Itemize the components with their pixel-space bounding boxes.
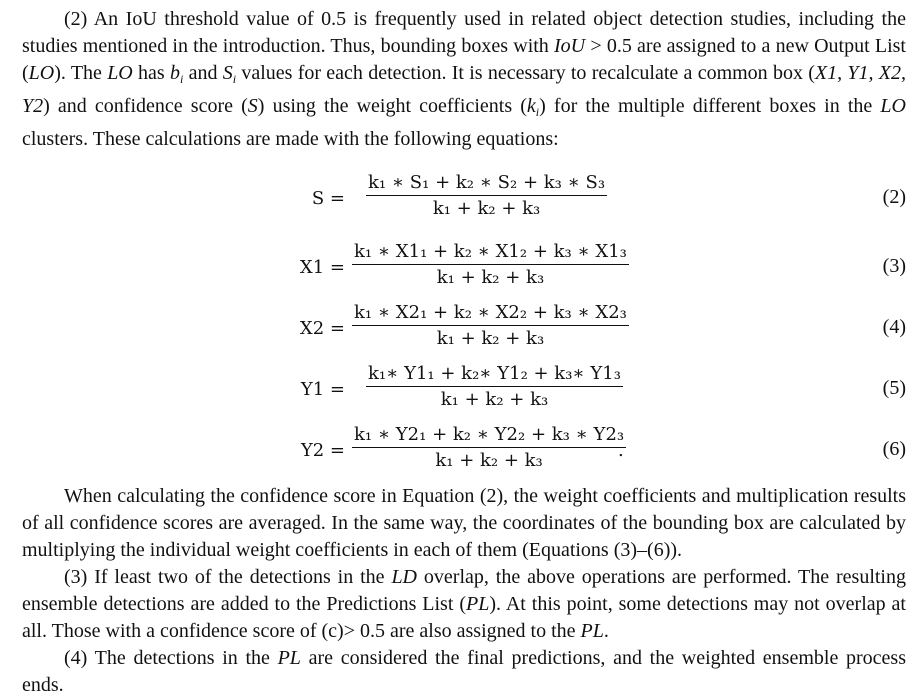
paragraph-step-2: (2) An IoU threshold value of 0.5 is frequently used in related object detection studies, including the studies mentioned in the introduction. Thus, bounding boxes with IoU > 0.5 are assigned to a new Output List (LO). The LO has $b_i$ and $S_i$ values for each detection. It is necessary to recalculate a common box (X1, Y1, X2, Y2) and confidence score (S) using the weight coefficients $(k_i)$ for the multiple different boxes in the LO clusters. These calculations are made with the following equations: bbox=[22, 8, 906, 150]
equation-lhs: Y2 = bbox=[300, 440, 345, 461]
equation-fraction bbox=[352, 302, 629, 349]
equation-numerator: k₁ ∗ S₁ + k₂ ∗ S₂ + k₃ ∗ S₃ bbox=[368, 172, 606, 193]
equation-number: (3) bbox=[882, 255, 906, 277]
equation-numerator: k₁ ∗ X1₁ + k₂ ∗ X1₂ + k₃ ∗ X1₃ bbox=[354, 241, 627, 262]
equation-number: (4) bbox=[882, 316, 906, 338]
equation-lhs: Y1 = bbox=[300, 379, 345, 400]
fraction-bar bbox=[366, 195, 607, 196]
equation-lhs: X2 = bbox=[299, 318, 345, 339]
equation-numerator: k₁ ∗ Y2₁ + k₂ ∗ Y2₂ + k₃ ∗ Y2₃ bbox=[354, 424, 625, 445]
equation-lhs: S = bbox=[311, 188, 345, 209]
equation-numerator: k₁ ∗ X2₁ + k₂ ∗ X2₂ + k₃ ∗ X2₃ bbox=[354, 302, 627, 323]
equation-fraction bbox=[352, 241, 629, 288]
equation-fraction bbox=[352, 424, 626, 471]
equation-denominator: k₁ + k₂ + k₃ bbox=[436, 267, 545, 288]
equation-number: (5) bbox=[882, 377, 906, 399]
equation-lhs: X1 = bbox=[299, 257, 345, 278]
equation-number: (2) bbox=[882, 186, 906, 208]
equation-denominator: k₁ + k₂ + k₃ bbox=[440, 389, 549, 410]
fraction-bar bbox=[352, 325, 629, 326]
paragraph-step-4: (4) The detections in the PL are considered the final predictions, and the weighted ensemble process ends. bbox=[22, 647, 906, 696]
equation-denominator: k₁ + k₂ + k₃ bbox=[435, 450, 543, 471]
equation-denominator: k₁ + k₂ + k₃ bbox=[436, 328, 545, 349]
equation-fraction bbox=[366, 172, 607, 219]
paragraph-step-3: (3) If least two of the detections in the LD overlap, the above operations are performed. The resulting ensemble detections are added to the Predictions List (PL). At this point, some detections may not overlap at all. Those with a confidence score of (c)> 0.5 are also assigned to the PL. bbox=[22, 566, 906, 642]
paragraph-confidence-explanation: When calculating the confidence score in Equation (2), the weight coefficients and multiplication results of all confidence scores are averaged. In the same way, the coordinates of the bounding box are calculated by multiplying the individual weight coefficients in each of them (Equations (3)–(6)). bbox=[22, 485, 906, 561]
equation-number: (6) bbox=[882, 438, 906, 460]
equation-trailing-period: . bbox=[618, 440, 624, 461]
fraction-bar bbox=[366, 386, 623, 387]
fraction-bar bbox=[352, 264, 629, 265]
equation-fraction bbox=[366, 363, 623, 410]
fraction-bar bbox=[352, 447, 626, 448]
equation-denominator: k₁ + k₂ + k₃ bbox=[432, 198, 541, 219]
equation-numerator: k₁∗ Y1₁ + k₂∗ Y1₂ + k₃∗ Y1₃ bbox=[368, 363, 621, 384]
